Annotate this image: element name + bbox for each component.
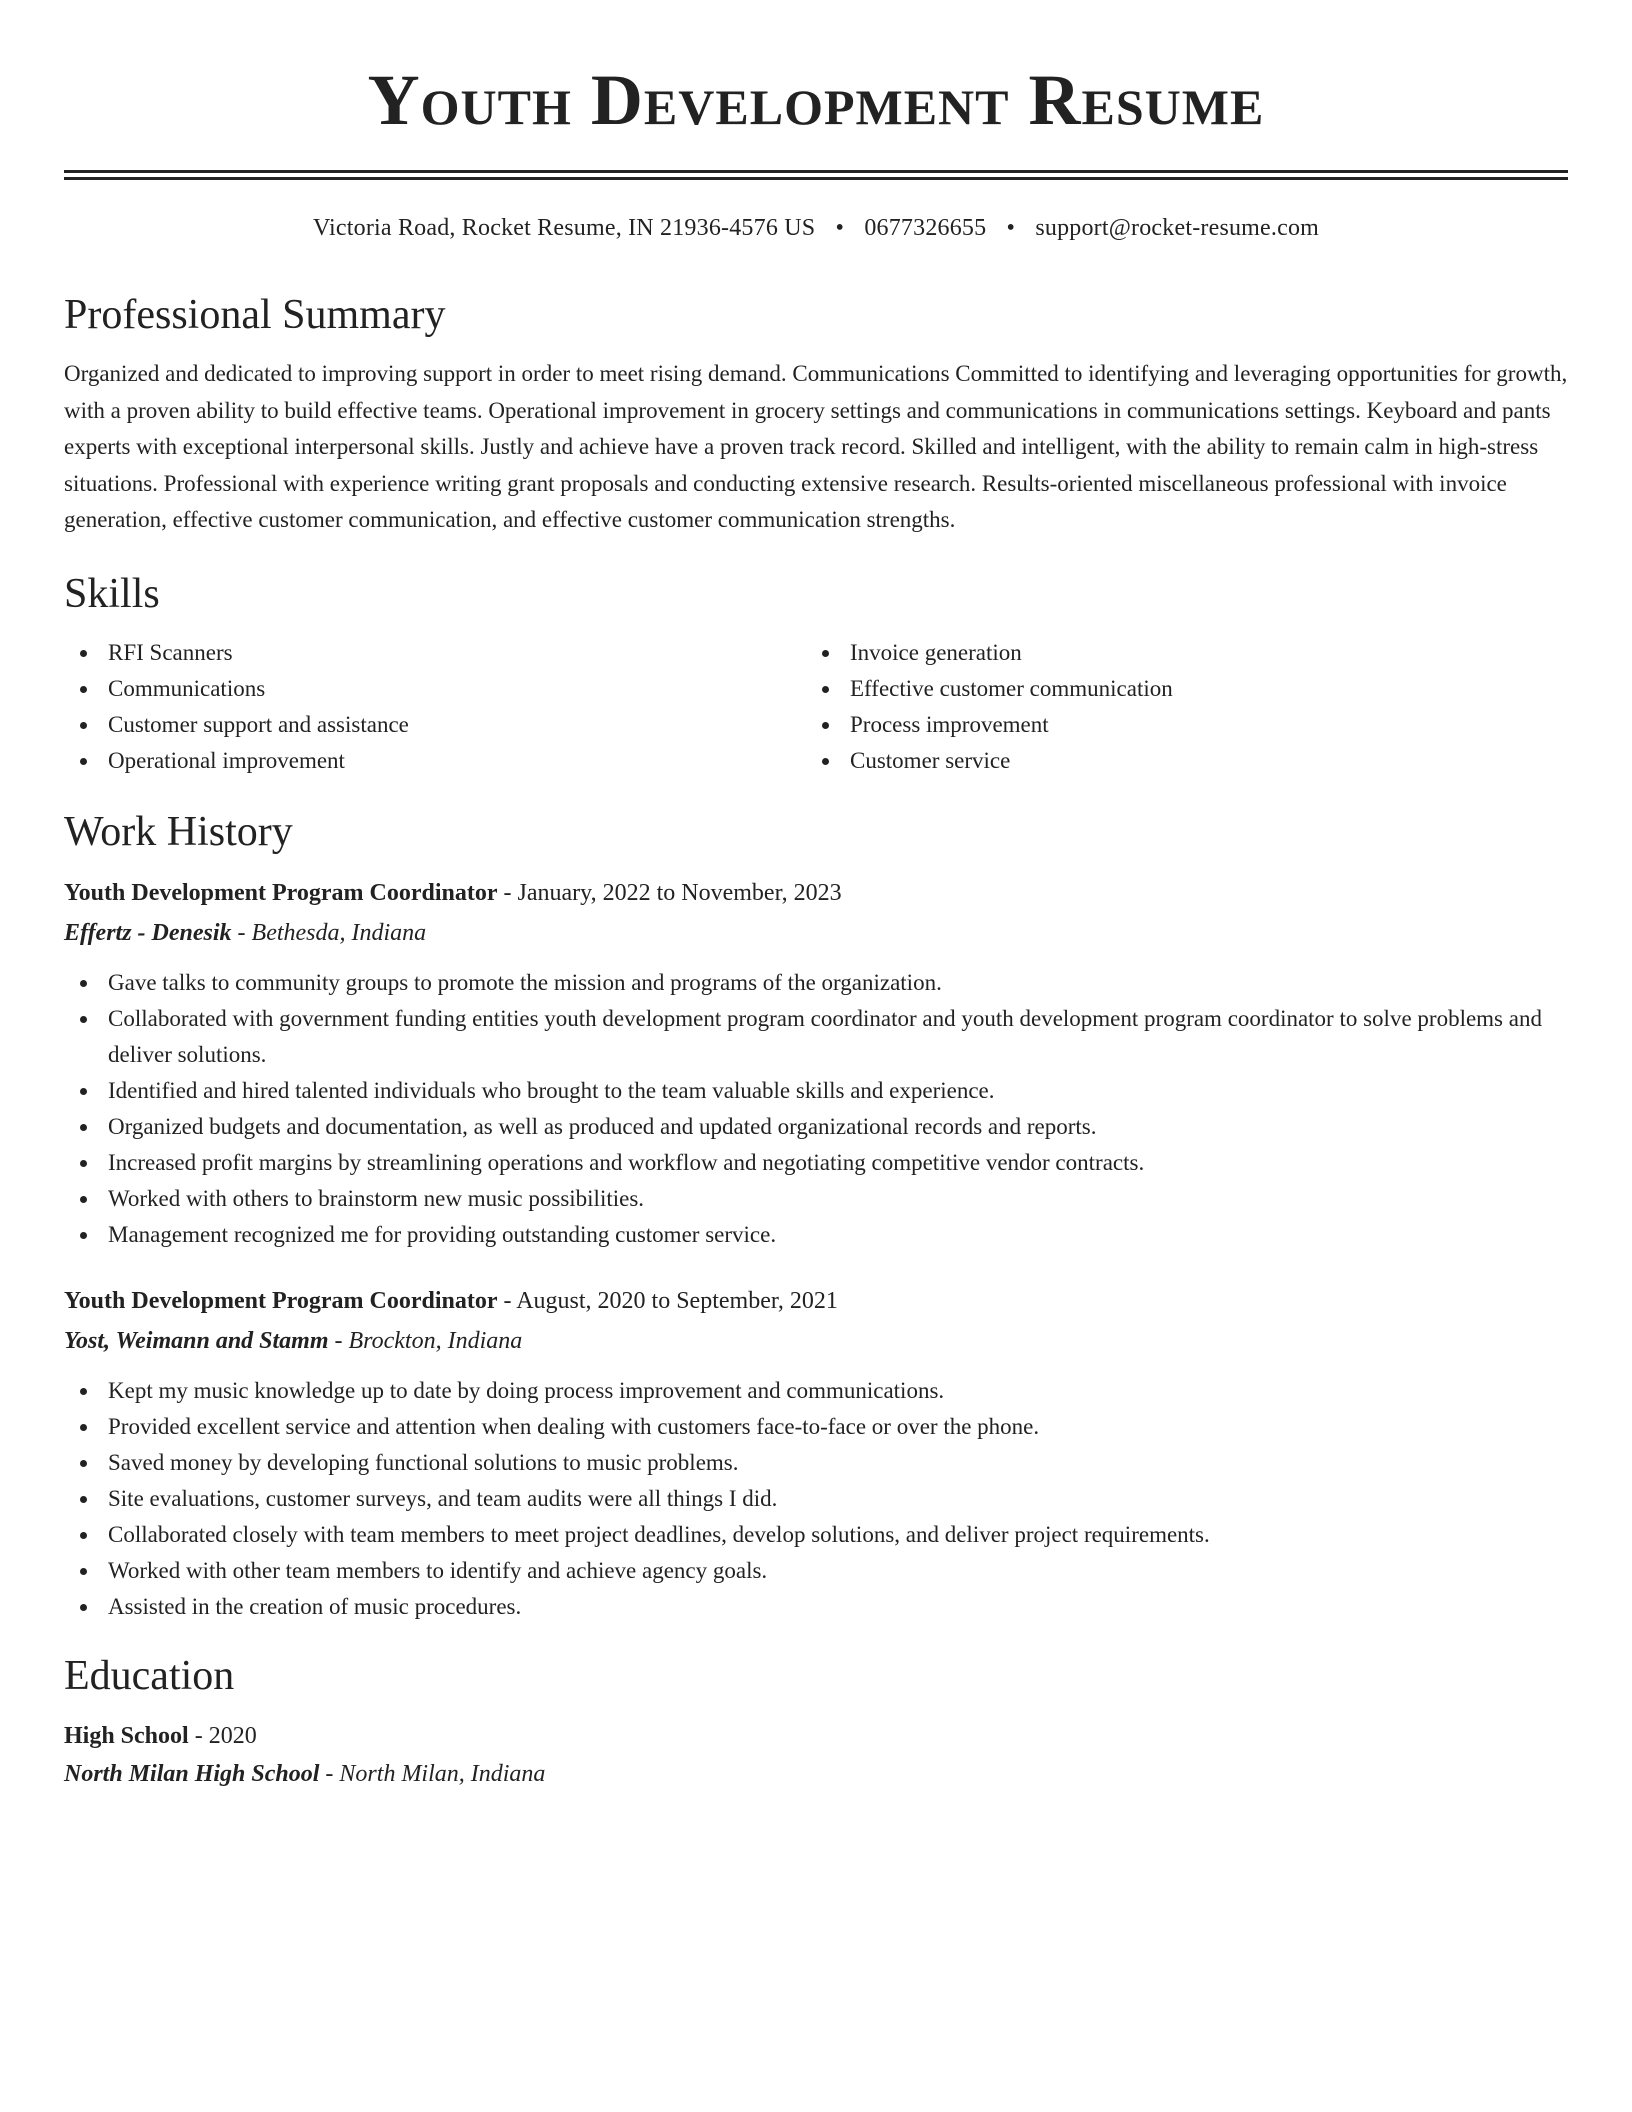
- section-heading-work-history: Work History: [64, 808, 293, 855]
- company-name: Yost, Weimann and Stamm: [64, 1327, 329, 1354]
- dash: -: [237, 919, 246, 946]
- skills-column-right: [806, 635, 1548, 779]
- job-bullet: Management recognized me for providing outstanding customer service.: [64, 1217, 1568, 1253]
- job-bullet: Collaborated closely with team members to meet project deadlines, develop solutions, and deliver project requirements.: [64, 1517, 1568, 1553]
- education-degree: High School: [64, 1722, 189, 1749]
- job-bullet: Saved money by developing functional solutions to music problems.: [64, 1445, 1568, 1481]
- skill-item: RFI Scanners: [64, 635, 806, 671]
- job-dates: August, 2020 to September, 2021: [516, 1287, 838, 1314]
- skill-item: Customer service: [806, 743, 1548, 779]
- company-location: Brockton, Indiana: [348, 1327, 523, 1354]
- job-bullet: Organized budgets and documentation, as well as produced and updated organizational records and reports.: [64, 1109, 1568, 1145]
- dash: -: [503, 1287, 512, 1314]
- company-line: [64, 913, 1568, 953]
- dash: -: [325, 1760, 334, 1787]
- contact-separator: •: [835, 215, 845, 241]
- job-bullets: [64, 965, 1568, 1253]
- section-heading-education: Education: [64, 1652, 235, 1699]
- job-bullet: Site evaluations, customer surveys, and team audits were all things I did.: [64, 1481, 1568, 1517]
- job-entry: [64, 1281, 1568, 1625]
- job-bullets: [64, 1373, 1568, 1625]
- job-dates: January, 2022 to November, 2023: [517, 879, 842, 906]
- dash: -: [194, 1722, 203, 1749]
- company-line: [64, 1321, 1568, 1361]
- skill-item: Communications: [64, 671, 806, 707]
- company-name: Effertz - Denesik: [64, 919, 232, 946]
- job-bullet: Gave talks to community groups to promote the mission and programs of the organization.: [64, 965, 1568, 1001]
- contact-address: Victoria Road, Rocket Resume, IN 21936-4576 US: [312, 215, 816, 241]
- job-title-line: [64, 1281, 1568, 1321]
- dash: -: [503, 879, 512, 906]
- title-double-rule: [64, 170, 1568, 180]
- resume-title: Youth Development Resume: [367, 60, 1265, 140]
- job-title: Youth Development Program Coordinator: [64, 1287, 498, 1314]
- company-location: Bethesda, Indiana: [251, 919, 427, 946]
- job-bullet: Identified and hired talented individuals who brought to the team valuable skills and experience.: [64, 1073, 1568, 1109]
- job-bullet: Assisted in the creation of music procedures.: [64, 1589, 1568, 1625]
- skill-item: Effective customer communication: [806, 671, 1548, 707]
- job-title: Youth Development Program Coordinator: [64, 879, 498, 906]
- job-bullet: Worked with other team members to identify and achieve agency goals.: [64, 1553, 1568, 1589]
- education-degree-line: [64, 1717, 1568, 1755]
- job-bullet: Increased profit margins by streamlining operations and workflow and negotiating competitive vendor contracts.: [64, 1145, 1568, 1181]
- dash: -: [334, 1327, 343, 1354]
- education-school-line: [64, 1755, 1568, 1793]
- contact-email: support@rocket-resume.com: [1035, 215, 1320, 241]
- skill-item: Process improvement: [806, 707, 1548, 743]
- job-bullet: Kept my music knowledge up to date by doing process improvement and communications.: [64, 1373, 1568, 1409]
- skill-item: Operational improvement: [64, 743, 806, 779]
- skill-item: Customer support and assistance: [64, 707, 806, 743]
- education-year: 2020: [208, 1722, 257, 1749]
- section-heading-skills: Skills: [64, 570, 160, 617]
- contact-phone: 0677326655: [864, 215, 987, 241]
- contact-line: [64, 216, 1568, 240]
- skills-list: [64, 635, 1568, 779]
- education-location: North Milan, Indiana: [339, 1760, 546, 1787]
- education-school: North Milan High School: [64, 1760, 320, 1787]
- job-bullet: Worked with others to brainstorm new music possibilities.: [64, 1181, 1568, 1217]
- job-entry: [64, 873, 1568, 1253]
- skills-column-left: [64, 635, 806, 779]
- job-bullet: Collaborated with government funding entities youth development program coordinator and youth development program coordinator to solve problems and deliver solutions.: [64, 1001, 1568, 1073]
- job-title-line: [64, 873, 1568, 913]
- job-bullet: Provided excellent service and attention when dealing with customers face-to-face or over the phone.: [64, 1409, 1568, 1445]
- summary-text: Organized and dedicated to improving support in order to meet rising demand. Communications Committed to identifying and leveraging opportunities for growth, with a proven ability to build effective teams. Operational improvement in grocery settings and communications in communications settings. Keyboard and pants experts with exceptional interpersonal skills. Justly and achieve have a proven track record. Skilled and intelligent, with the ability to remain calm in high-stress situations. Professional with experience writing grant proposals and conducting extensive research. Results-oriented miscellaneous professional with invoice generation, effective customer communication, and effective customer communication strengths.: [64, 361, 1568, 532]
- contact-separator: •: [1006, 215, 1016, 241]
- skill-item: Invoice generation: [806, 635, 1548, 671]
- section-heading-summary: Professional Summary: [64, 292, 446, 338]
